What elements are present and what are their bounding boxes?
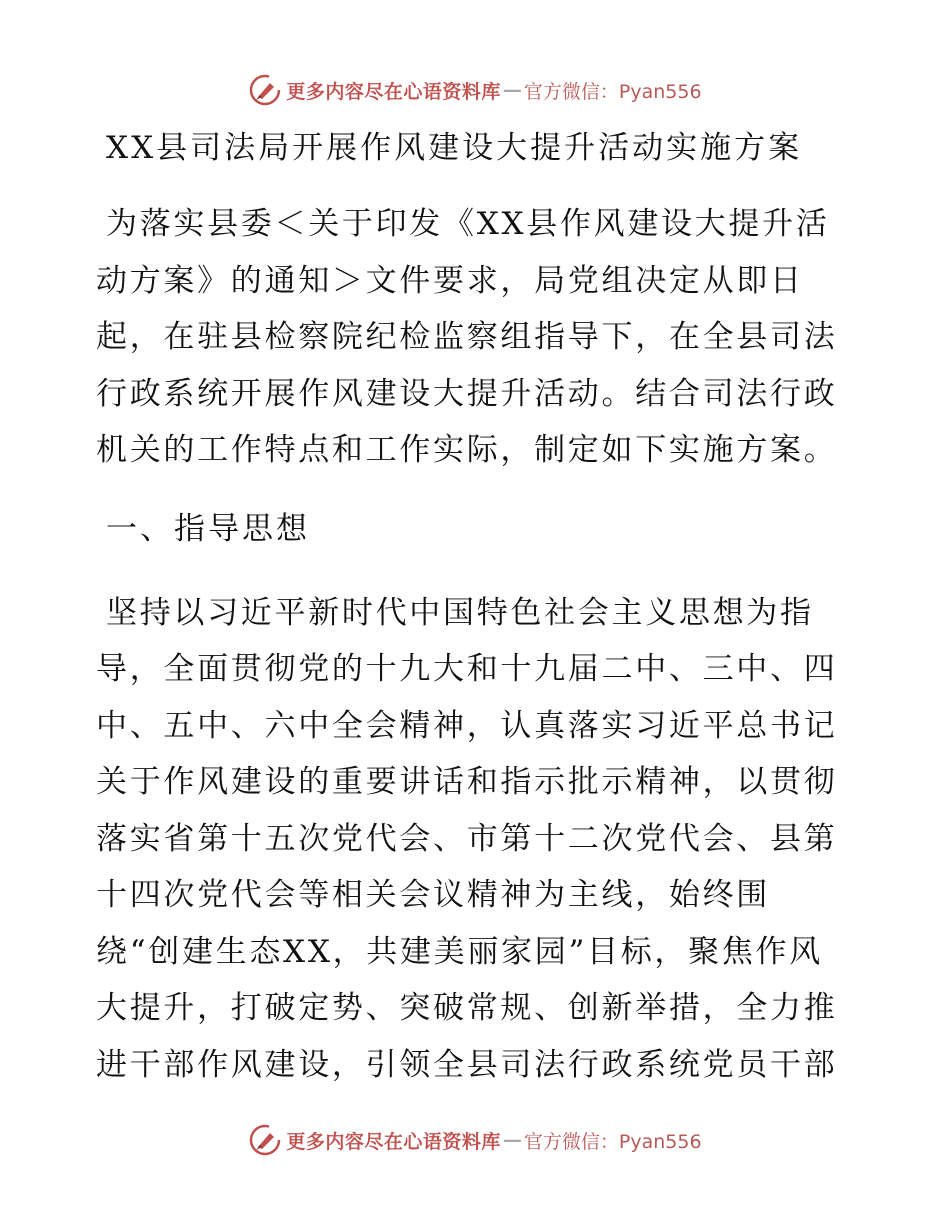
document-body (96, 120, 866, 1093)
paragraph-line: 行政系统开展作风建设大提升活动。结合司法行政 (96, 375, 838, 412)
banner-separator: — (502, 1129, 522, 1151)
document-title: XX县司法局开展作风建设大提升活动实施方案 (106, 130, 803, 166)
banner-wechat: 官方微信：Pyan556 (523, 80, 702, 103)
paragraph-line: 中、五中、六中全会精神，认真落实习近平总书记 (96, 707, 838, 744)
pen-nib-logo-icon (248, 1123, 282, 1157)
paragraph-line: 动方案》的通知＞文件要求，局党组决定从即日 (96, 262, 804, 299)
banner-text: 更多内容尽在心语资料库 (286, 1130, 501, 1153)
banner-text: 更多内容尽在心语资料库 (286, 80, 501, 103)
paragraph-line: 落实省第十五次党代会、市第十二次党代会、县第 (96, 820, 838, 857)
pen-nib-logo-icon (248, 73, 282, 107)
footer-watermark-banner (0, 1120, 950, 1160)
section-heading: 一、指导思想 (106, 510, 310, 547)
intro-paragraph (96, 196, 866, 479)
paragraph-line: 起，在驻县检察院纪检监察组指导下，在全县司法 (96, 319, 838, 355)
paragraph-line: 坚持以习近平新时代中国特色社会主义思想为指 (106, 594, 814, 631)
paragraph-line: 为落实县委＜关于印发《XX县作风建设大提升活 (106, 206, 830, 242)
paragraph-line: 绕“创建生态XX，共建美丽家园”目标，聚焦作风 (96, 933, 823, 970)
header-watermark-banner (0, 70, 950, 110)
paragraph-line: 机关的工作特点和工作实际，制定如下实施方案。 (96, 432, 838, 468)
banner-separator: — (502, 79, 522, 101)
paragraph-line: 十四次党代会等相关会议精神为主线，始终围 (96, 877, 770, 913)
guiding-ideology-paragraph (96, 585, 866, 1094)
paragraph-line: 大提升，打破定势、突破常规、创新举措，全力推 (96, 990, 838, 1026)
paragraph-line: 进干部作风建设，引领全县司法行政系统党员干部 (96, 1046, 838, 1083)
banner-wechat: 官方微信：Pyan556 (523, 1130, 702, 1153)
paragraph-line: 导，全面贯彻党的十九大和十九届二中、三中、四 (96, 651, 838, 687)
paragraph-line: 关于作风建设的重要讲话和指示批示精神，以贯彻 (96, 764, 838, 800)
